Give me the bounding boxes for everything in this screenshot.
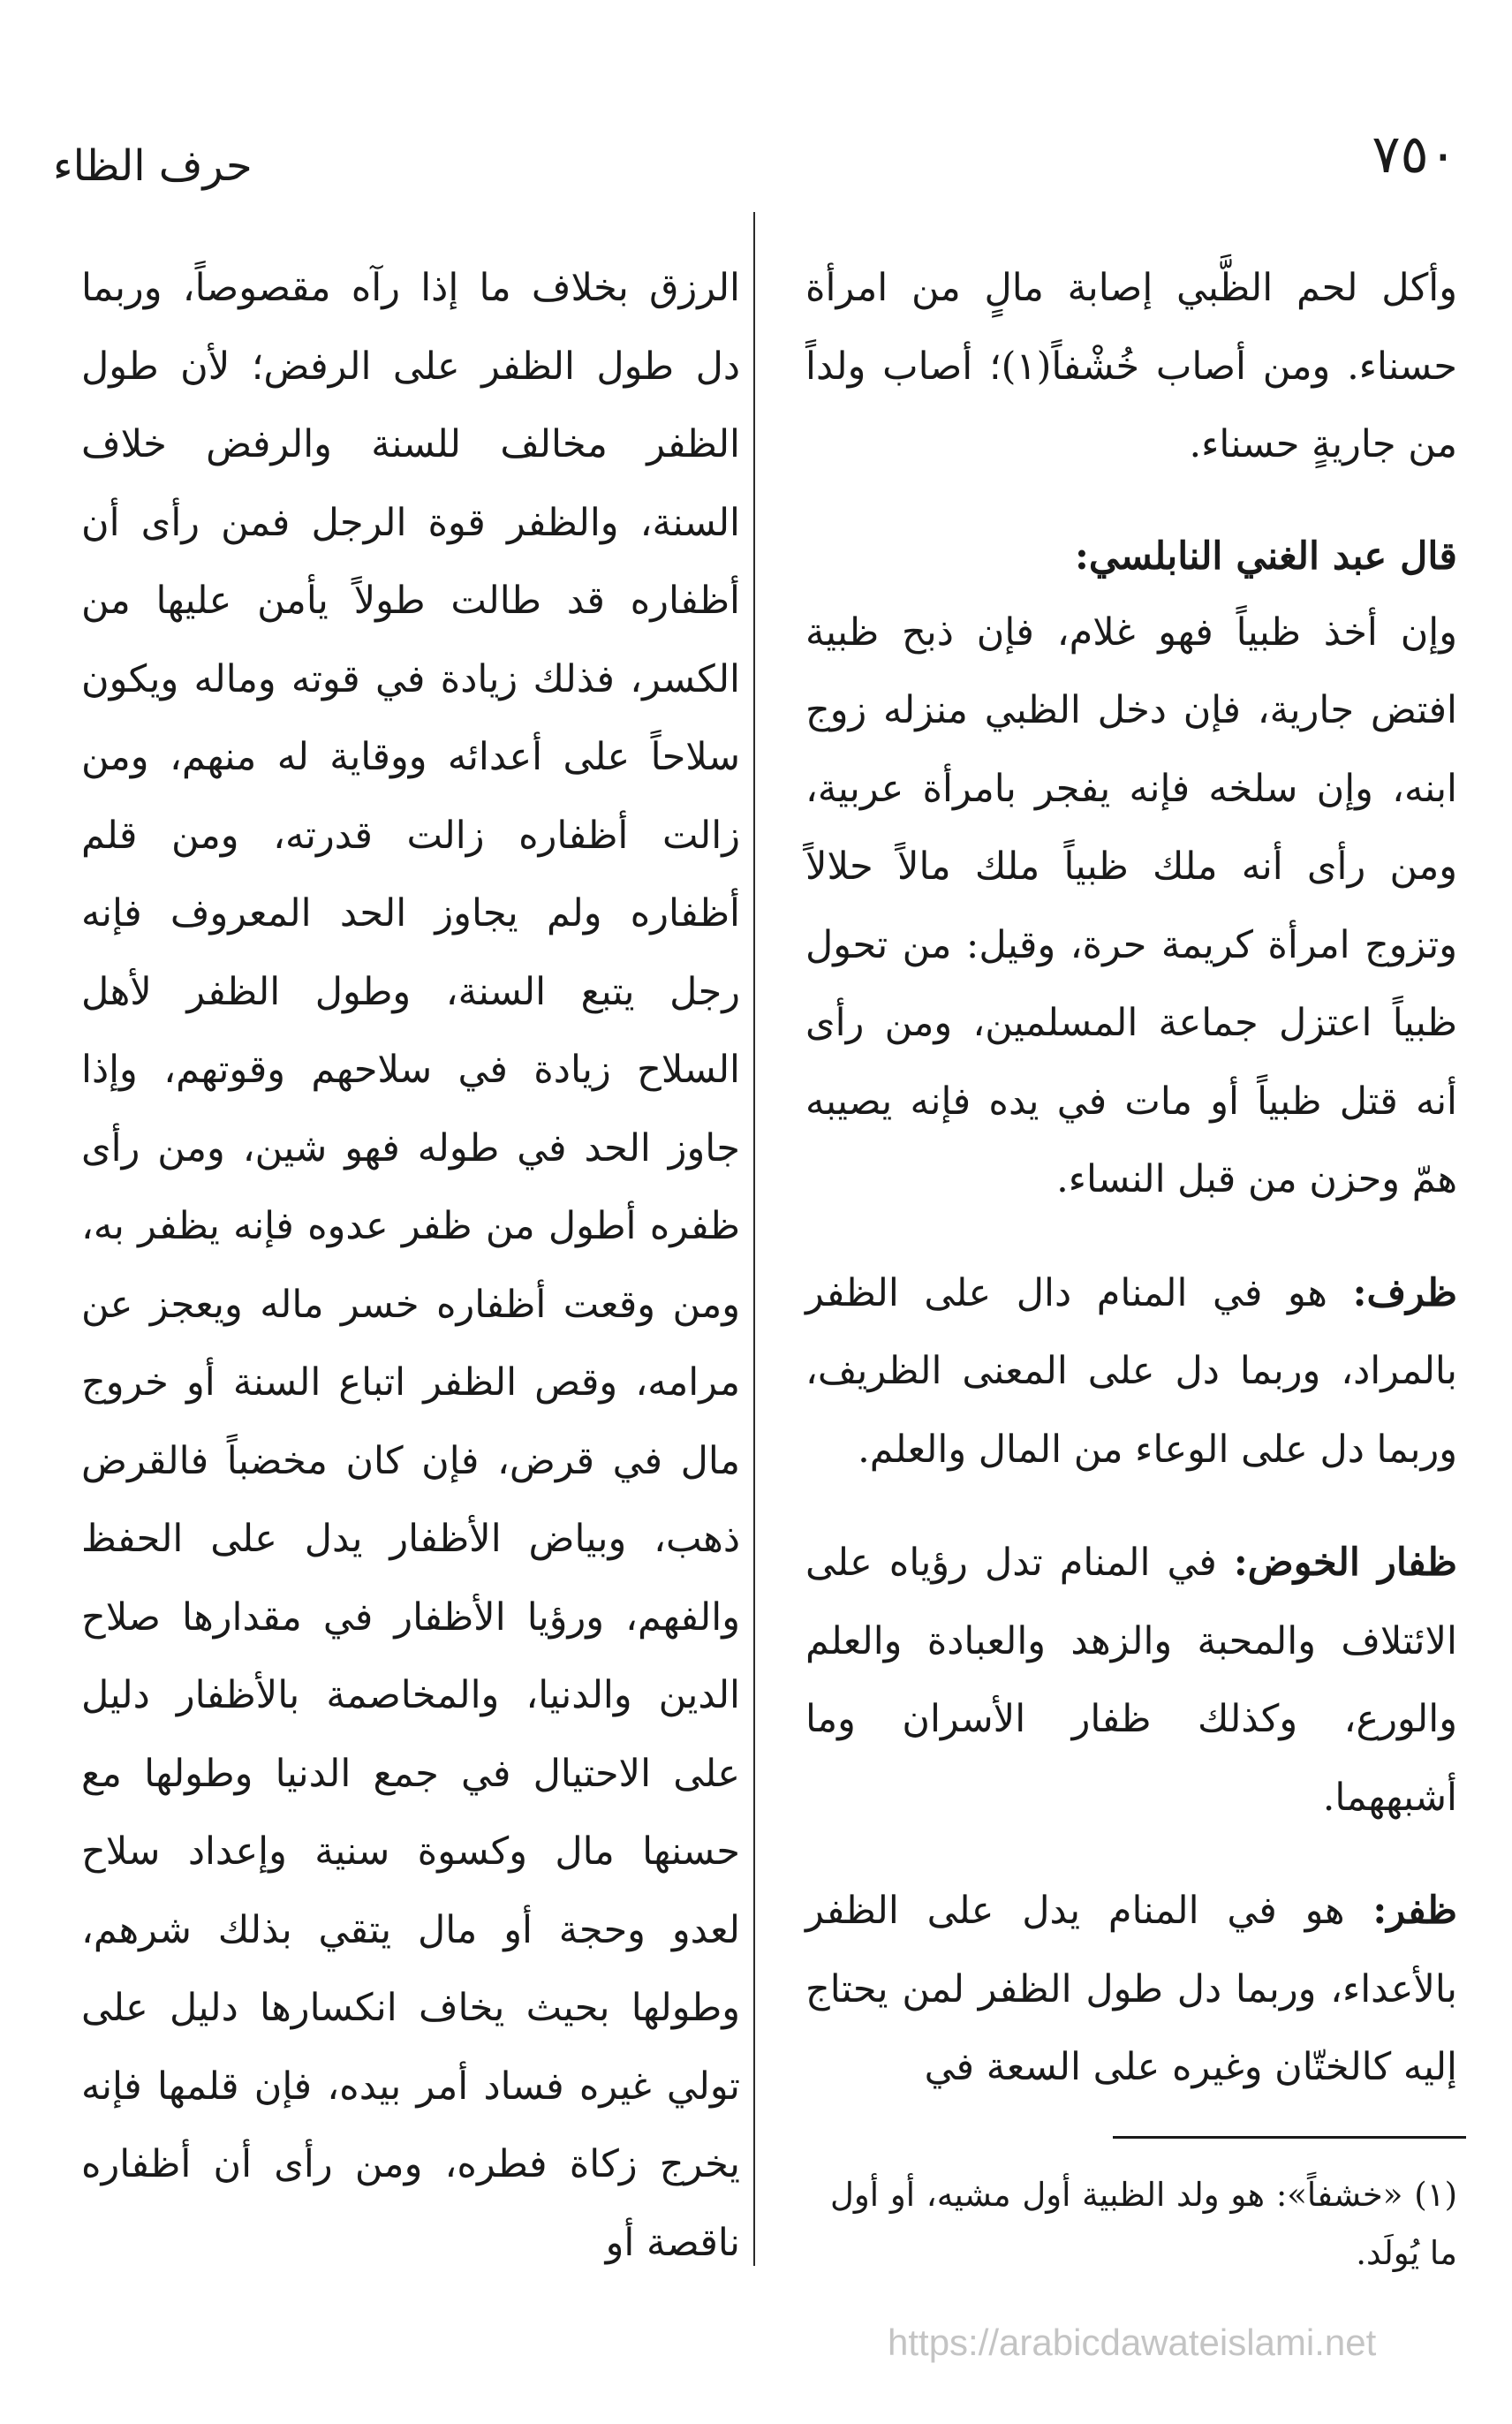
intro-paragraph: وأكل لحم الظَّبي إصابة مالٍ من امرأة حسناء. ومن أصاب خُشْفاً(١)؛ أصاب ولداً من جاريةٍ حسناء. <box>805 266 1457 466</box>
footnote-number: (١) <box>1414 2176 1457 2214</box>
entry-text: في المنام تدل رؤياه على الائتلاف والمحبة والزهد والعبادة والعلم والورع، وكذلك ظفار الأسران وما أشبههما. <box>805 1541 1457 1820</box>
section-heading: قال عبد الغني النابلسي: <box>1074 534 1457 579</box>
entry-text: هو في المنام دال على الظفر بالمراد، وربما دل على المعنى الظريف، وربما دل على الوعاء من المال والعلم. <box>805 1270 1457 1472</box>
page-number: ٧٥٠ <box>1372 124 1457 186</box>
website-watermark: https://arabicdawateislami.net <box>888 2322 1377 2363</box>
entry-text: هو في المنام يدل على الظفر بالأعداء، وربما دل طول الظفر لمن يحتاج إليه كالختّان وغيره على السعة في <box>805 1889 1457 2089</box>
footnote-separator <box>1113 2136 1466 2139</box>
entry-term: ظفار الخوض: <box>1233 1541 1457 1585</box>
right-column <box>805 249 1457 2107</box>
continuation-paragraph: الرزق بخلاف ما إذا رآه مقصوصاً، وربما دل طول الظفر على الرفض؛ لأن طول الظفر مخالف للسنة والرفض خلاف السنة، والظفر قوة الرجل فمن رأى أن أظفاره قد طالت طولاً يأمن عليها من الكسر، فذلك زيادة في قوته وماله ويكون سلاحاً على أعدائه ووقاية له منهم، ومن زالت أظفاره زالت قدرته، ومن قلم أظفاره ولم يجاوز الحد المعروف فإنه رجل يتبع السنة، وطول الظفر لأهل السلاح زيادة في سلاحهم وقوتهم، وإذا جاوز الحد في طوله فهو شين، ومن رأى ظفره أطول من ظفر عدوه فإنه يظفر به، ومن وقعت أظفاره خسر ماله ويعجز عن مرامه، وقص الظفر اتباع السنة أو خروج مال في قرض، فإن كان مخضباً فالقرض ذهب، وبياض الأظفار يدل على الحفظ والفهم، ورؤيا الأظفار في مقدارها صلاح الدين والدنيا، والمخاصمة بالأظفار دليل على الاحتيال في جمع الدنيا وطولها مع حسنها مال وكسوة سنية وإعداد سلاح لعدو وحجة أو مال يتقي بذلك شرهم، وطولها بحيث يخاف انكسارها دليل على تولي غيره فساد أمر بيده، فإن قلمها فإنه يخرج زكاة فطره، ومن رأى أن أظفاره ناقصة أو <box>81 266 740 2265</box>
entry-zarf <box>805 1254 1457 1489</box>
entry-zifar-alkhawd <box>805 1524 1457 1837</box>
entry-term: ظفر: <box>1372 1889 1457 1933</box>
column-divider <box>753 212 755 2266</box>
left-column <box>81 249 740 2282</box>
footnote <box>830 2166 1457 2283</box>
footnote-text: «خشفاً»: هو ولد الظبية أول مشيه، أو أول ما يُولَد. <box>830 2176 1457 2272</box>
entry-zufr <box>805 1872 1457 2107</box>
entry-term: ظرف: <box>1352 1270 1457 1315</box>
chapter-title: حرف الظاء <box>53 141 253 191</box>
nabulsi-section <box>805 519 1457 1219</box>
nabulsi-paragraph: وإن أخذ ظبياً فهو غلام، فإن ذبح ظبية افتض جارية، فإن دخل الظبي منزله زوج ابنه، وإن سلخه فإنه يفجر بامرأة عربية، ومن رأى أنه ملك ظبياً ملك مالاً حلالاً وتزوج امرأة كريمة حرة، وقيل: من تحول ظبياً اعتزل جماعة المسلمين، ومن رأى أنه قتل ظبياً أو مات في يده فإنه يصيبه همّ وحزن من قبل النساء. <box>805 610 1457 1201</box>
